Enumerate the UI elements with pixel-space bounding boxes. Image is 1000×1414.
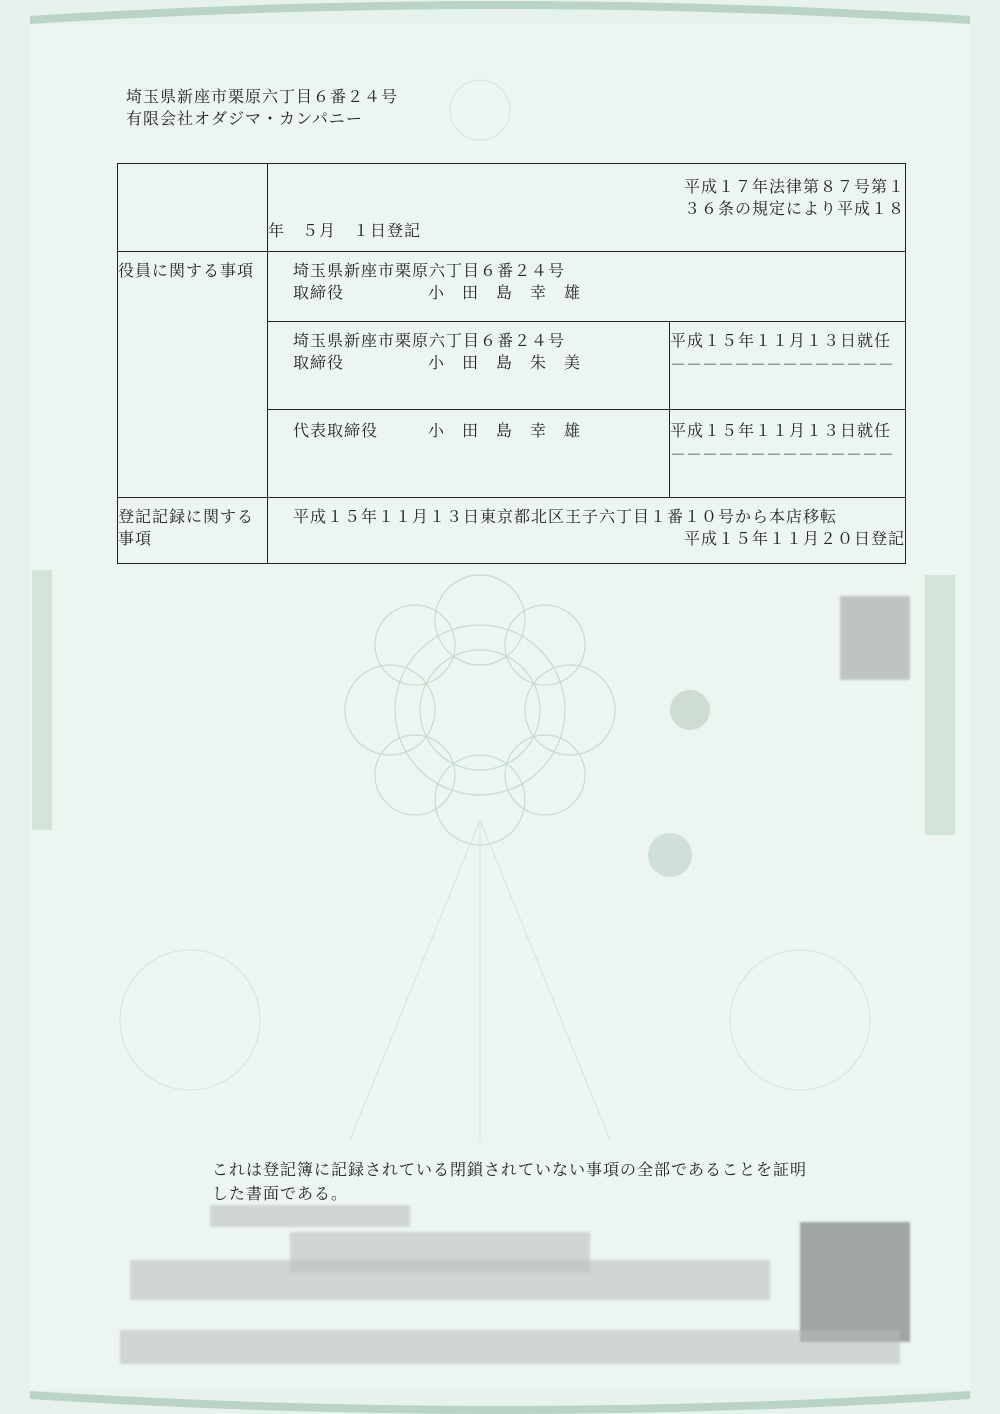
- officer-entry: [268, 252, 906, 322]
- redacted-seal: [840, 596, 910, 680]
- table-row: [118, 252, 906, 322]
- dash-line: －－－－－－－－－－－－－－: [670, 445, 895, 464]
- redacted-seal: [800, 1222, 910, 1342]
- officer-role: 取締役: [293, 353, 345, 372]
- officer-date-cell: [670, 410, 906, 498]
- officer-entry: [268, 410, 670, 498]
- officer-date-cell: [670, 322, 906, 410]
- table-row: [118, 164, 906, 252]
- record-entry: [268, 498, 906, 564]
- dash-line: －－－－－－－－－－－－－－: [670, 355, 895, 374]
- officer-role: 代表取締役: [293, 421, 379, 440]
- officer-date: 平成１５年１１月１３日就任: [670, 421, 892, 440]
- officer-address: 埼玉県新座市栗原六丁目６番２４号: [293, 331, 566, 350]
- record-date: 平成１５年１１月２０日登記: [684, 529, 906, 548]
- officer-address: 埼玉県新座市栗原六丁目６番２４号: [293, 261, 566, 280]
- record-text: 平成１５年１１月１３日東京都北区王子六丁目１番１０号から本店移転: [293, 507, 838, 526]
- officer-name: 小 田 島 幸 雄: [428, 421, 582, 440]
- record-label: 登記記録に関する事項: [118, 498, 268, 564]
- officers-label: 役員に関する事項: [118, 252, 268, 498]
- header-address: 埼玉県新座市栗原六丁目６番２４号: [126, 87, 399, 106]
- officer-entry: [268, 322, 670, 410]
- redacted-text: [120, 1330, 900, 1364]
- officer-name: 小 田 島 幸 雄: [428, 283, 582, 302]
- header-company: 有限会社オダジマ・カンパニー: [126, 109, 363, 128]
- officer-date: 平成１５年１１月１３日就任: [670, 331, 892, 350]
- certification-text: これは登記簿に記録されている閉鎖されていない事項の全部であることを証明した書面である。: [212, 1160, 808, 1203]
- register-table: [117, 163, 906, 564]
- note-line: 平成１７年法律第８７号第１: [684, 177, 906, 196]
- officer-name: 小 田 島 朱 美: [428, 353, 582, 372]
- registration-note: [268, 164, 906, 252]
- redacted-text: [130, 1260, 770, 1300]
- table-row: [118, 498, 906, 564]
- officer-role: 取締役: [293, 283, 345, 302]
- redacted-text: [210, 1205, 410, 1227]
- note-line: 年 ５月 １日登記: [268, 221, 422, 240]
- note-line: ３６条の規定により平成１８: [684, 199, 906, 218]
